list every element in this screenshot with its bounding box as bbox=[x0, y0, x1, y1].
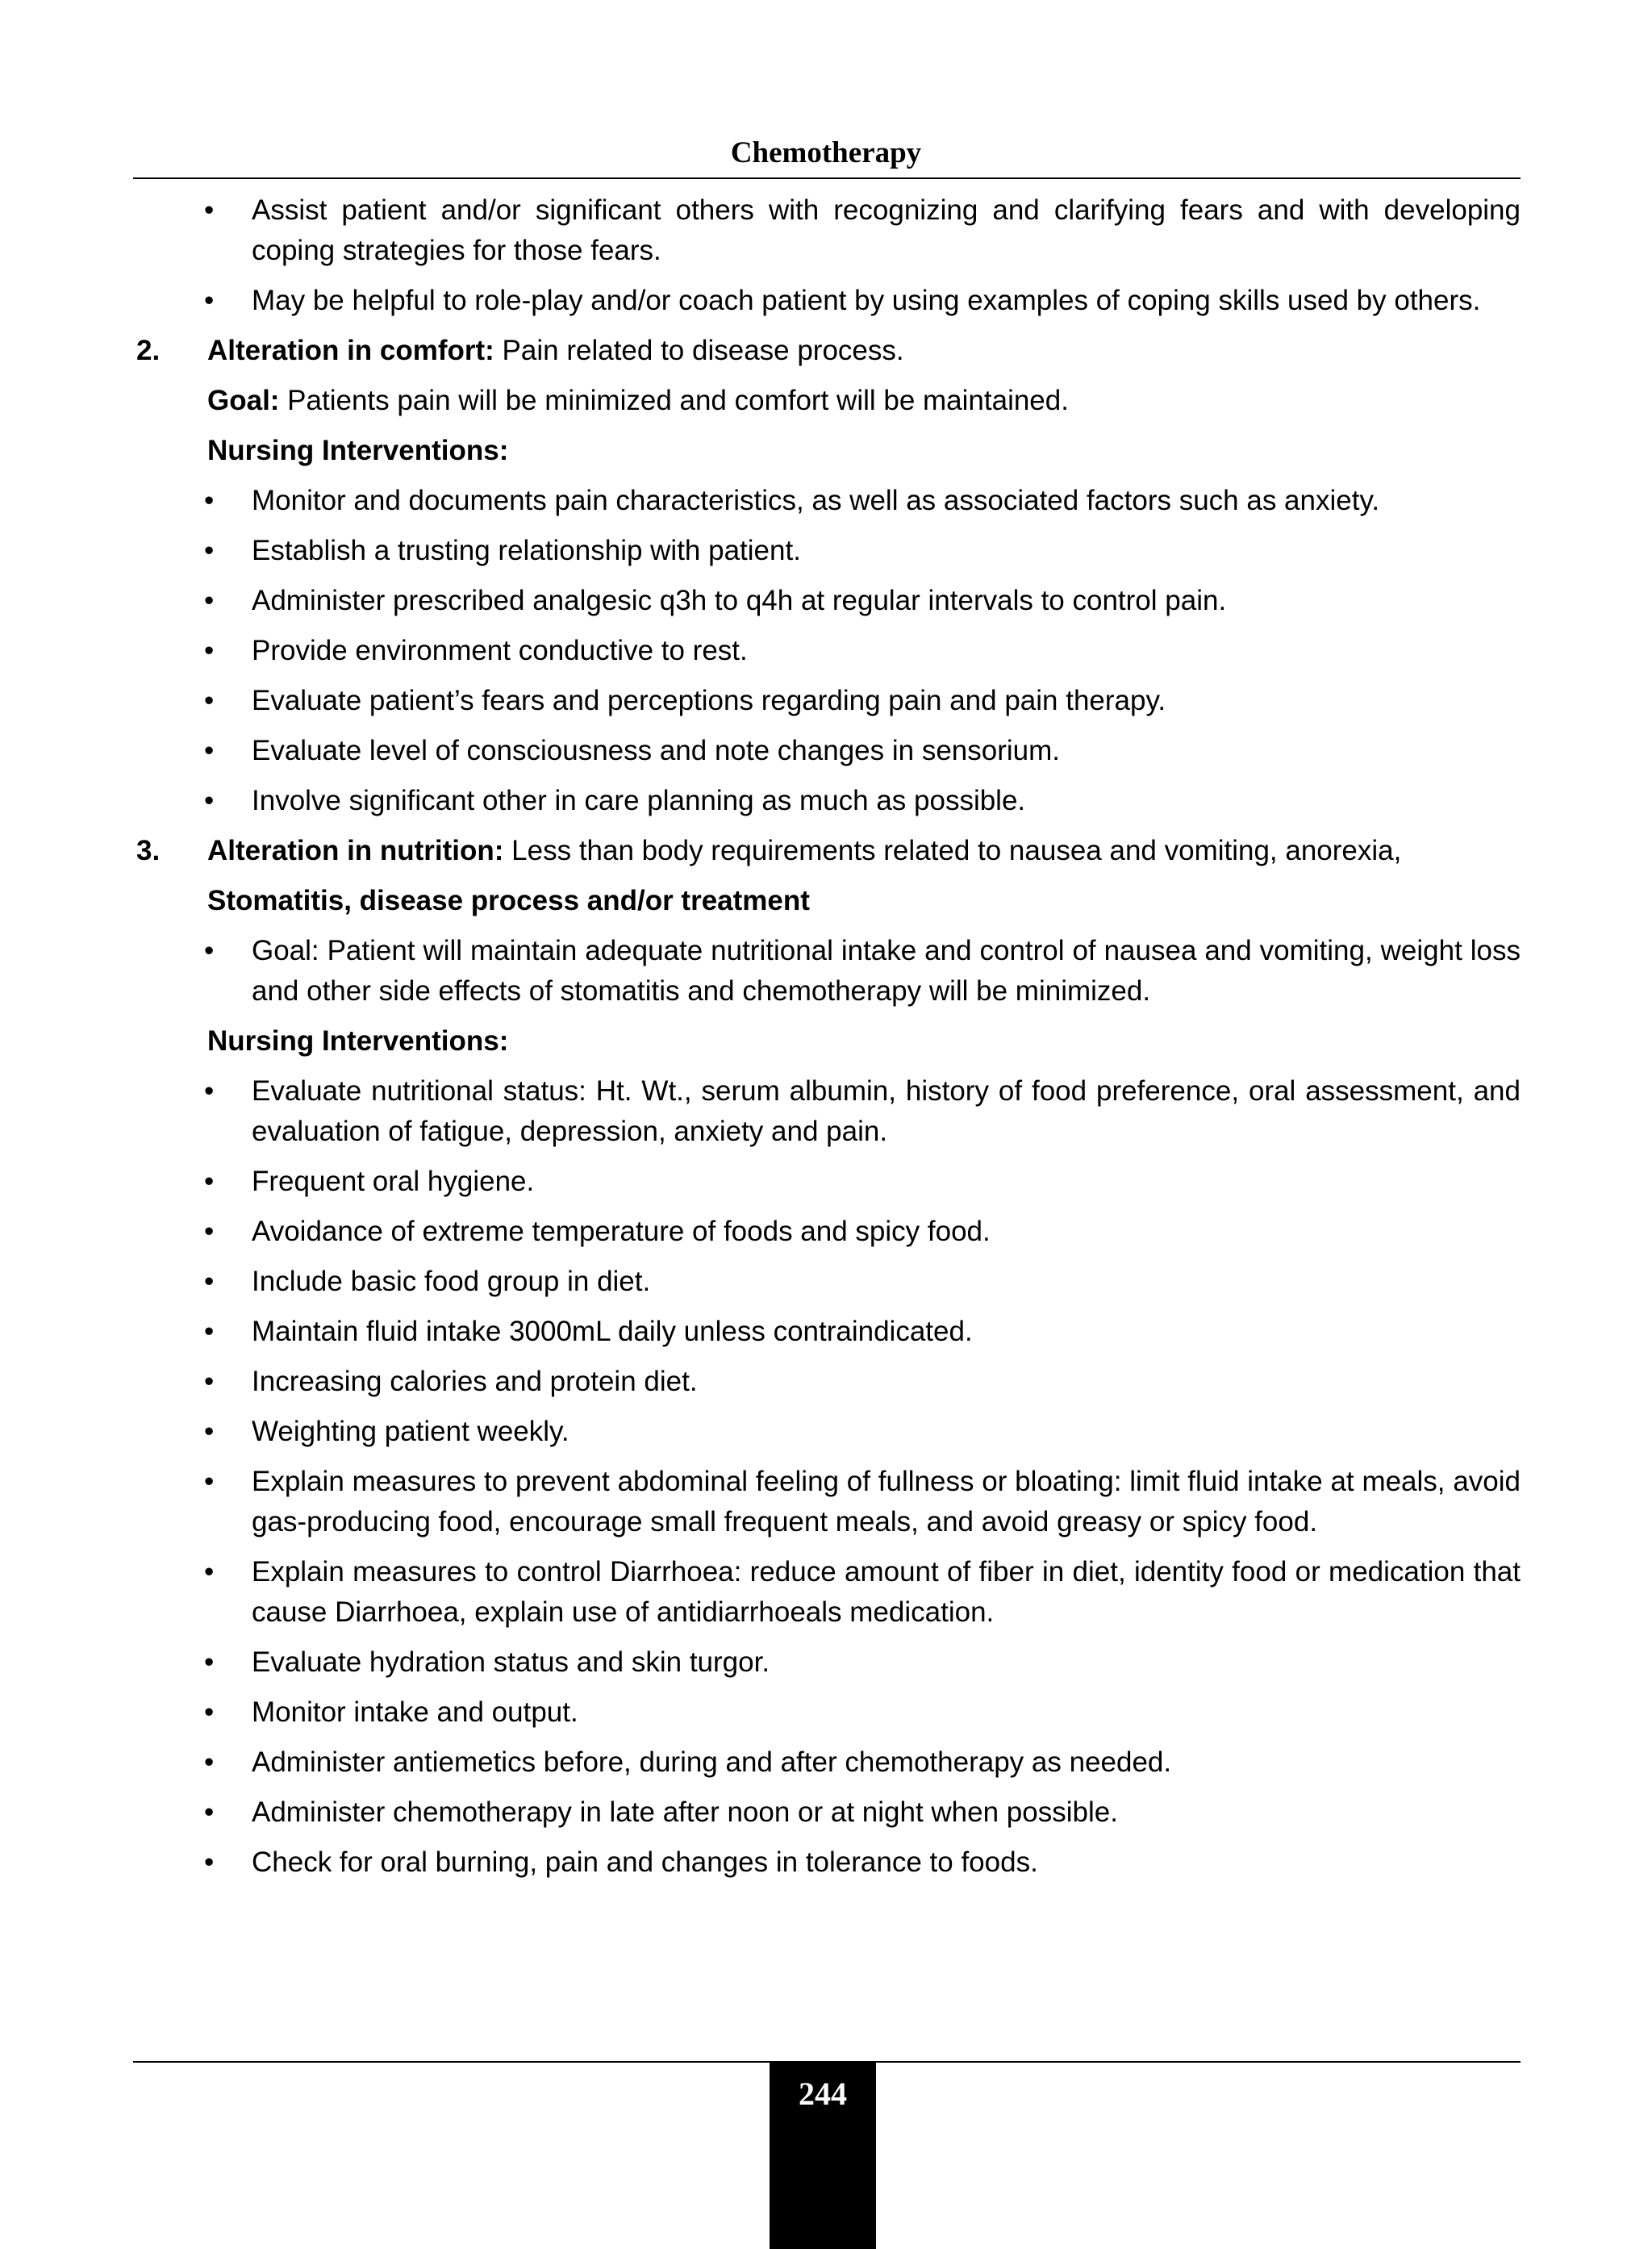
list-item: • Administer chemotherapy in late after noon or at night when possible. bbox=[133, 1792, 1521, 1833]
list-item: • Monitor intake and output. bbox=[133, 1692, 1521, 1733]
header-rule bbox=[133, 177, 1521, 179]
bullet-icon: • bbox=[204, 1216, 215, 1247]
section-2-interventions-heading: Nursing Interventions: bbox=[207, 435, 509, 466]
list-item: • Assist patient and/or significant others with recognizing and clarifying fears and with developing coping strategies for those fears. bbox=[133, 190, 1521, 271]
list-item: • Explain measures to control Diarrhoea: reduce amount of fiber in diet, identity food or medication that cause Diarrhoea, explain use of antidiarrhoeals medication. bbox=[133, 1552, 1521, 1633]
section-3-heading: 3. Alteration in nutrition: Less than body requirements related to nausea and vomiting, anorexia, bbox=[136, 835, 1402, 866]
bullet-icon: • bbox=[204, 735, 215, 766]
list-item: • Include basic food group in diet. bbox=[133, 1262, 1521, 1302]
list-item: • Frequent oral hygiene. bbox=[133, 1162, 1521, 1202]
page-content bbox=[133, 190, 1521, 1892]
bullet-icon: • bbox=[204, 1746, 215, 1778]
bullet-icon: • bbox=[204, 635, 215, 666]
bullet-icon: • bbox=[204, 785, 215, 816]
bullet-icon: • bbox=[204, 485, 215, 516]
bullet-icon: • bbox=[204, 1075, 215, 1107]
bullet-icon: • bbox=[204, 1556, 215, 1588]
list-item: • Evaluate nutritional status: Ht. Wt., serum albumin, history of food preference, oral assessment, and evaluation of fatigue, depression, anxiety and pain. bbox=[133, 1071, 1521, 1152]
list-item: • Check for oral burning, pain and changes in tolerance to foods. bbox=[133, 1842, 1521, 1883]
section-2-heading: 2. Alteration in comfort: Pain related to disease process. bbox=[136, 335, 904, 366]
list-item: • Maintain fluid intake 3000mL daily unless contraindicated. bbox=[133, 1312, 1521, 1352]
section-3-goal: • Goal: Patient will maintain adequate nutritional intake and control of nausea and vomiting, weight loss and other side effects of stomatitis and chemotherapy will be minimized. bbox=[133, 931, 1521, 1012]
bullet-icon: • bbox=[204, 1266, 215, 1297]
list-item: • Explain measures to prevent abdominal feeling of fullness or bloating: limit fluid intake at meals, avoid gas-producing food, encourage small frequent meals, and avoid greasy or spicy food. bbox=[133, 1462, 1521, 1542]
bullet-icon: • bbox=[204, 935, 215, 966]
bullet-icon: • bbox=[204, 194, 215, 226]
bullet-icon: • bbox=[204, 535, 215, 566]
bullet-icon: • bbox=[204, 685, 215, 716]
bullet-icon: • bbox=[204, 1796, 215, 1828]
list-item: • Administer prescribed analgesic q3h to q4h at regular intervals to control pain. bbox=[133, 581, 1521, 621]
bullet-icon: • bbox=[204, 1316, 215, 1347]
page-number: 244 bbox=[770, 2062, 876, 2249]
section-2-goal: Goal: Patients pain will be minimized and comfort will be maintained. bbox=[207, 385, 1069, 416]
bullet-icon: • bbox=[204, 1166, 215, 1197]
list-item: • Provide environment conductive to rest. bbox=[133, 631, 1521, 671]
list-item: • Evaluate patient’s fears and perceptions regarding pain and pain therapy. bbox=[133, 681, 1521, 721]
page-header-title: Chemotherapy bbox=[730, 136, 922, 169]
list-item: • Administer antiemetics before, during and after chemotherapy as needed. bbox=[133, 1742, 1521, 1783]
list-item: • Monitor and documents pain characteristics, as well as associated factors such as anxiety. bbox=[133, 481, 1521, 521]
bullet-icon: • bbox=[204, 1646, 215, 1678]
bullet-icon: • bbox=[204, 1366, 215, 1397]
list-item: • Weighting patient weekly. bbox=[133, 1412, 1521, 1452]
list-item: • Involve significant other in care planning as much as possible. bbox=[133, 781, 1521, 821]
bullet-icon: • bbox=[204, 585, 215, 616]
list-item: • Increasing calories and protein diet. bbox=[133, 1362, 1521, 1402]
bullet-icon: • bbox=[204, 285, 215, 316]
list-item: • Avoidance of extreme temperature of foods and spicy food. bbox=[133, 1212, 1521, 1252]
section-3-subheading: Stomatitis, disease process and/or treatment bbox=[207, 885, 810, 916]
section-3-interventions-heading: Nursing Interventions: bbox=[207, 1025, 509, 1057]
list-item: • Evaluate hydration status and skin turgor. bbox=[133, 1642, 1521, 1683]
bullet-icon: • bbox=[204, 1416, 215, 1447]
list-item: • Evaluate level of consciousness and note changes in sensorium. bbox=[133, 731, 1521, 771]
bullet-icon: • bbox=[204, 1846, 215, 1878]
bullet-icon: • bbox=[204, 1466, 215, 1497]
bullet-icon: • bbox=[204, 1696, 215, 1728]
list-item: • May be helpful to role-play and/or coach patient by using examples of coping skills used by others. bbox=[133, 281, 1521, 321]
list-item: • Establish a trusting relationship with patient. bbox=[133, 531, 1521, 571]
